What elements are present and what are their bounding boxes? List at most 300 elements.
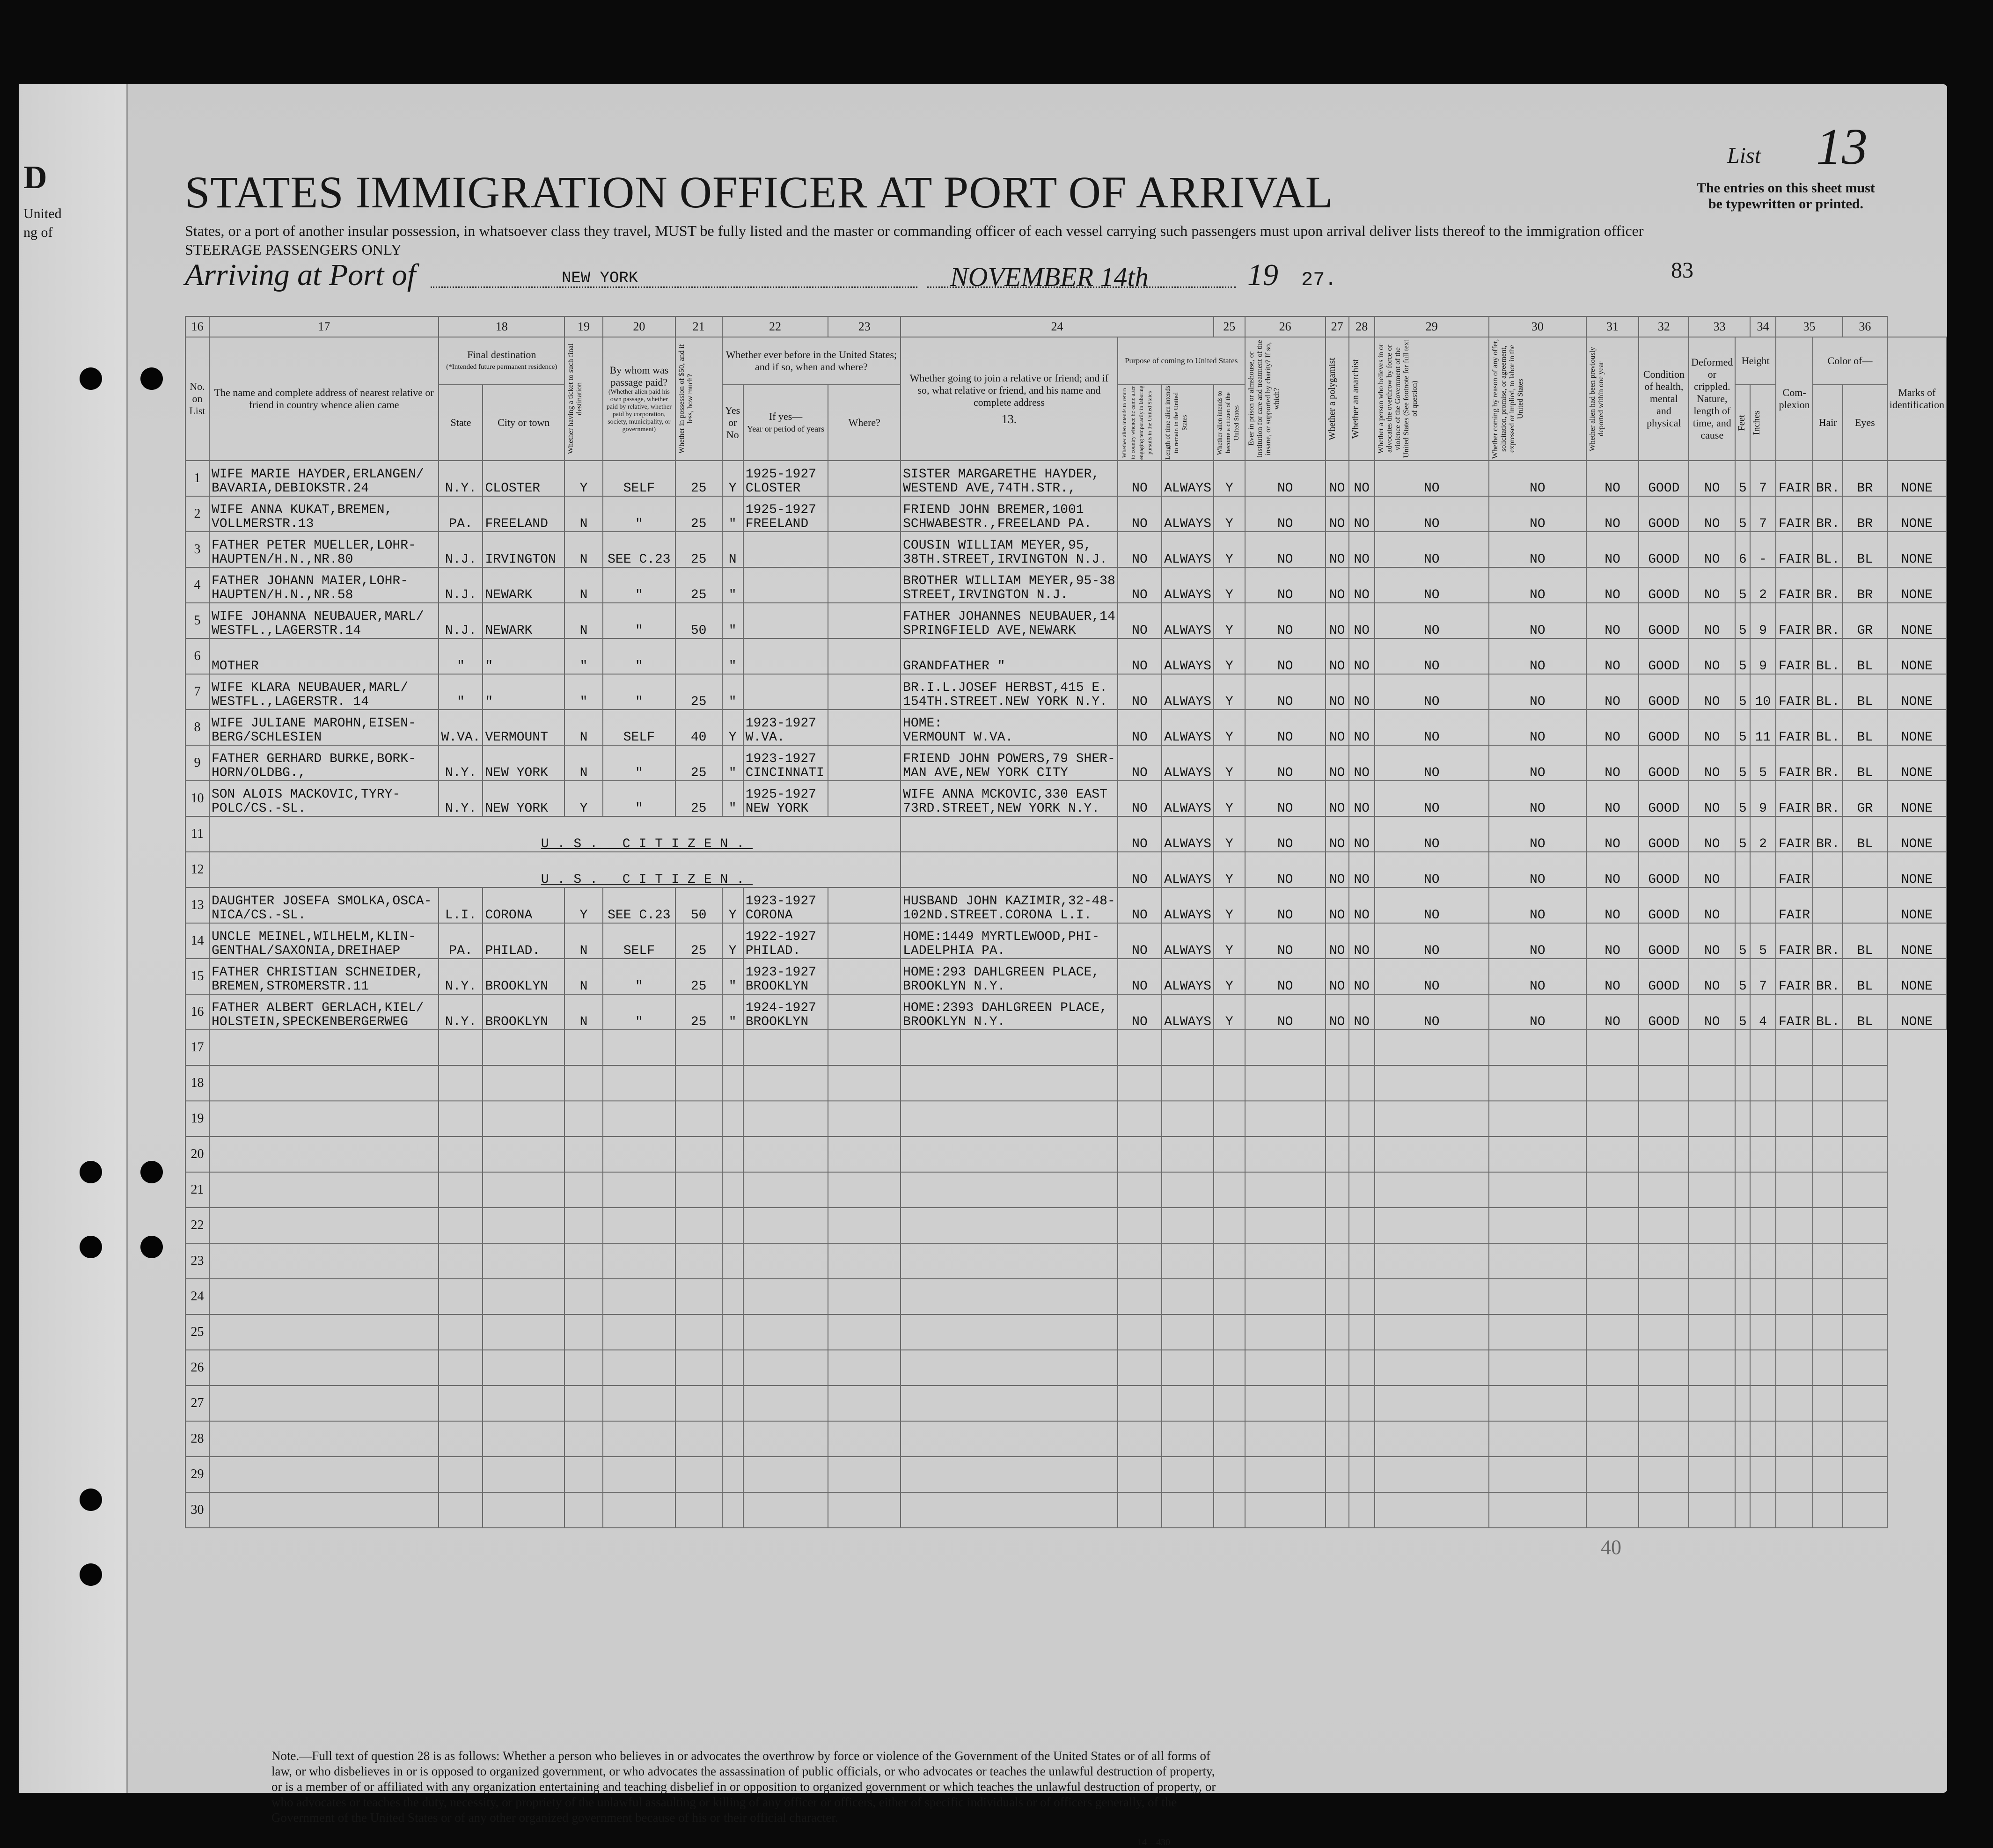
paid-by-cell: " [603, 745, 675, 781]
empty-cell [1245, 1492, 1326, 1528]
complexion-cell: FAIR [1776, 710, 1813, 745]
money-cell: 25 [675, 461, 722, 496]
length-of-stay-cell: ALWAYS [1162, 638, 1214, 674]
empty-cell [1489, 1137, 1586, 1172]
money-cell: 25 [675, 781, 722, 816]
before-cell: " [722, 496, 743, 532]
empty-cell [439, 1457, 483, 1492]
empty-cell [1639, 1350, 1689, 1386]
empty-cell [603, 1101, 675, 1137]
inches-cell [1750, 887, 1776, 923]
joining-cell [901, 710, 1118, 745]
empty-cell [1735, 1137, 1750, 1172]
empty-cell [1245, 1243, 1326, 1279]
prison-cell: NO [1245, 852, 1326, 887]
joining-cell-line-2: MAN AVE,NEW YORK CITY [903, 766, 1068, 780]
marks-cell: NONE [1887, 959, 1947, 994]
feet-cell [1735, 852, 1750, 887]
empty-cell [1843, 1137, 1887, 1172]
inches-cell: 4 [1750, 994, 1776, 1030]
empty-cell [675, 1172, 722, 1208]
prison-cell: NO [1245, 674, 1326, 710]
empty-cell [722, 1492, 743, 1528]
paid-by-cell: SELF [603, 461, 675, 496]
paid-by-cell: SEE C.23 [603, 532, 675, 567]
empty-cell [901, 1386, 1118, 1421]
empty-cell [1214, 1492, 1245, 1528]
empty-cell [439, 1421, 483, 1457]
q30-cell: NO [1586, 638, 1639, 674]
row-number: 5 [185, 603, 209, 638]
empty-cell [1843, 1421, 1887, 1457]
empty-cell [439, 1137, 483, 1172]
money-cell: 40 [675, 710, 722, 745]
empty-cell [722, 1243, 743, 1279]
length-of-stay-cell: ALWAYS [1162, 674, 1214, 710]
length-of-stay-cell: ALWAYS [1162, 710, 1214, 745]
eyes-cell [1843, 887, 1887, 923]
empty-cell [1735, 1314, 1750, 1350]
empty-cell [743, 1350, 828, 1386]
anarchist-header: Whether an anarchist [1349, 337, 1375, 461]
empty-cell [722, 1030, 743, 1065]
empty-cell [1162, 1457, 1214, 1492]
empty-cell [1245, 1065, 1326, 1101]
empty-cell [722, 1314, 743, 1350]
empty-cell [603, 1030, 675, 1065]
feet-cell: 5 [1735, 745, 1750, 781]
empty-cell [1735, 1101, 1750, 1137]
empty-cell [1375, 1101, 1489, 1137]
joining-cell-line-2: 73RD.STREET,NEW YORK N.Y. [903, 801, 1100, 816]
empty-cell [901, 1030, 1118, 1065]
prison-cell: NO [1245, 887, 1326, 923]
q29-cell: NO [1489, 461, 1586, 496]
passenger-row [185, 496, 1947, 532]
q29-cell: NO [1489, 994, 1586, 1030]
q28-cell: NO [1375, 603, 1489, 638]
joining-cell [901, 816, 1118, 852]
joining-cell-line-2: GRANDFATHER " [903, 659, 1005, 674]
years-cell-line-2: NEW YORK [745, 801, 809, 816]
joining-cell [901, 994, 1118, 1030]
empty-cell [209, 1492, 439, 1528]
empty-cell [1813, 1314, 1843, 1350]
intends-citizen-cell: Y [1214, 852, 1245, 887]
empty-cell [828, 1137, 901, 1172]
joining-cell [901, 496, 1118, 532]
empty-cell [1689, 1172, 1735, 1208]
empty-cell [564, 1137, 603, 1172]
q30-cell: NO [1586, 567, 1639, 603]
blank-row [185, 1314, 1947, 1350]
empty-cell [439, 1314, 483, 1350]
passenger-row [185, 994, 1947, 1030]
q28-cell: NO [1375, 532, 1489, 567]
row-number: 30 [185, 1492, 209, 1528]
empty-cell [1489, 1457, 1586, 1492]
passenger-row [185, 745, 1947, 781]
empty-cell [1689, 1243, 1735, 1279]
row-number: 10 [185, 781, 209, 816]
empty-cell [1214, 1350, 1245, 1386]
empty-cell [743, 1172, 828, 1208]
joining-cell [901, 887, 1118, 923]
q30-cell: NO [1586, 745, 1639, 781]
empty-cell [1735, 1172, 1750, 1208]
relative-cell-line-2: VOLLMERSTR.13 [211, 517, 314, 531]
port-name: NEW YORK [562, 270, 638, 287]
empty-cell [1689, 1279, 1735, 1314]
joining-cell-line-2: 38TH.STREET,IRVINGTON N.J. [903, 552, 1107, 567]
empty-cell [1245, 1172, 1326, 1208]
empty-cell [1245, 1350, 1326, 1386]
empty-cell [1750, 1492, 1776, 1528]
ticket-cell: N [564, 745, 603, 781]
joining-cell [901, 638, 1118, 674]
before-cell: " [722, 638, 743, 674]
empty-cell [1245, 1279, 1326, 1314]
empty-cell [1489, 1421, 1586, 1457]
inches-cell: 11 [1750, 710, 1776, 745]
city-cell: PHILAD. [483, 923, 564, 959]
empty-cell [828, 1350, 901, 1386]
joining-cell [901, 745, 1118, 781]
empty-cell [1586, 1350, 1639, 1386]
row-number: 14 [185, 923, 209, 959]
joining-cell-line-1: FATHER JOHANNES NEUBAUER,14 [903, 609, 1115, 624]
empty-cell [1776, 1457, 1813, 1492]
empty-cell [1326, 1279, 1349, 1314]
years-cell-line-1: 1925-1927 [745, 467, 816, 482]
hair-cell: BL. [1813, 710, 1843, 745]
before-cell: " [722, 781, 743, 816]
empty-cell [1349, 1137, 1375, 1172]
intends-citizen-cell: Y [1214, 638, 1245, 674]
empty-cell [1349, 1208, 1375, 1243]
empty-cell [722, 1421, 743, 1457]
empty-cell [675, 1350, 722, 1386]
empty-cell [1750, 1243, 1776, 1279]
years-cell [743, 461, 828, 496]
q28-cell: NO [1375, 461, 1489, 496]
passenger-row [185, 461, 1947, 496]
paid-by-cell: " [603, 674, 675, 710]
length-of-stay-cell: ALWAYS [1162, 887, 1214, 923]
purpose-return-cell: NO [1118, 710, 1162, 745]
q30-cell: NO [1586, 461, 1639, 496]
empty-cell [1843, 1172, 1887, 1208]
before-cell: " [722, 674, 743, 710]
feet-cell: 5 [1735, 496, 1750, 532]
empty-cell [1813, 1208, 1843, 1243]
health-cell: GOOD [1639, 603, 1689, 638]
empty-cell [1689, 1101, 1735, 1137]
years-cell-line-2: PHILAD. [745, 944, 801, 958]
prison-cell: NO [1245, 994, 1326, 1030]
years-cell-line-1: 1923-1927 [745, 716, 816, 731]
passenger-row [185, 816, 1947, 852]
empty-cell [483, 1137, 564, 1172]
ticket-cell: N [564, 603, 603, 638]
empty-cell [1735, 1208, 1750, 1243]
health-cell: GOOD [1639, 959, 1689, 994]
polygamist-cell: NO [1326, 710, 1349, 745]
us-citizen-note [209, 852, 901, 887]
empty-cell [1375, 1137, 1489, 1172]
joining-cell-line-2: VERMOUNT W.VA. [903, 730, 1013, 745]
health-header: Condition of health, mental and physical [1639, 337, 1689, 461]
empty-cell [564, 1243, 603, 1279]
empty-cell [1813, 1350, 1843, 1386]
empty-cell [828, 1314, 901, 1350]
row-number: 9 [185, 745, 209, 781]
empty-cell [1214, 1208, 1245, 1243]
empty-cell [1162, 1243, 1214, 1279]
q28-cell: NO [1375, 959, 1489, 994]
polygamist-cell: NO [1326, 994, 1349, 1030]
relative-cell [209, 994, 439, 1030]
eyes-cell: GR [1843, 603, 1887, 638]
passenger-row [185, 710, 1947, 745]
health-cell: GOOD [1639, 923, 1689, 959]
years-cell-line-1: 1925-1927 [745, 787, 816, 802]
length-of-stay-cell: ALWAYS [1162, 745, 1214, 781]
deformed-cell: NO [1689, 532, 1735, 567]
anarchist-cell: NO [1349, 674, 1375, 710]
eyes-cell: BL [1843, 816, 1887, 852]
polygamist-cell: NO [1326, 461, 1349, 496]
empty-cell [439, 1101, 483, 1137]
deformed-cell: NO [1689, 923, 1735, 959]
empty-cell [1586, 1279, 1639, 1314]
joining-cell-line-1: HOME:2393 DAHLGREEN PLACE, [903, 1001, 1107, 1015]
empty-cell [1375, 1492, 1489, 1528]
marks-cell: NONE [1887, 603, 1947, 638]
blank-row [185, 1457, 1947, 1492]
row-number: 28 [185, 1421, 209, 1457]
relative-cell-line-2: HAUPTEN/H.N.,NR.58 [211, 588, 353, 602]
joining-cell [901, 603, 1118, 638]
intends-citizen-cell: Y [1214, 781, 1245, 816]
empty-cell [901, 1350, 1118, 1386]
complexion-cell: FAIR [1776, 959, 1813, 994]
money-cell: 25 [675, 959, 722, 994]
money-cell: 50 [675, 603, 722, 638]
empty-cell [1118, 1421, 1162, 1457]
empty-cell [1776, 1421, 1813, 1457]
empty-cell [1586, 1208, 1639, 1243]
empty-cell [743, 1065, 828, 1101]
deformed-cell: NO [1689, 496, 1735, 532]
yes-no-header: Yes or No [722, 385, 743, 461]
relative-cell-line-1: SON ALOIS MACKOVIC,TYRY- [211, 787, 401, 802]
arriving-label: Arriving at Port of [185, 258, 416, 292]
health-cell: GOOD [1639, 567, 1689, 603]
empty-cell [1689, 1137, 1735, 1172]
deformed-cell: NO [1689, 674, 1735, 710]
q28-cell: NO [1375, 781, 1489, 816]
relative-cell-line-2: MOTHER [211, 659, 259, 674]
empty-cell [1489, 1101, 1586, 1137]
eyes-cell: GR [1843, 781, 1887, 816]
prison-cell: NO [1245, 816, 1326, 852]
complexion-cell: FAIR [1776, 674, 1813, 710]
city-cell: IRVINGTON [483, 532, 564, 567]
joining-cell-line-1: FRIEND JOHN BREMER,1001 [903, 503, 1084, 517]
empty-cell [483, 1386, 564, 1421]
row-number: 11 [185, 816, 209, 852]
q30-cell: NO [1586, 496, 1639, 532]
complexion-cell: FAIR [1776, 887, 1813, 923]
years-cell-line-1: 1923-1927 [745, 752, 816, 766]
purpose-return-cell: NO [1118, 461, 1162, 496]
empty-cell [564, 1386, 603, 1421]
intends-citizen-cell: Y [1214, 994, 1245, 1030]
ticket-header: Whether having a ticket to such final destination [564, 337, 603, 461]
empty-cell [828, 1208, 901, 1243]
empty-cell [439, 1030, 483, 1065]
deformed-cell: NO [1689, 567, 1735, 603]
empty-cell [209, 1208, 439, 1243]
before-in-us-header: Whether ever before in the United States; and if so, when and where? [722, 337, 901, 385]
empty-cell [1750, 1065, 1776, 1101]
deformed-cell: NO [1689, 887, 1735, 923]
before-cell: N [722, 532, 743, 567]
passenger-row [185, 959, 1947, 994]
punch-hole-icon [80, 367, 102, 390]
empty-cell [743, 1137, 828, 1172]
marks-cell: NONE [1887, 781, 1947, 816]
punch-hole-icon [80, 1489, 102, 1511]
empty-cell [1813, 1101, 1843, 1137]
empty-cell [1375, 1243, 1489, 1279]
empty-cell [1735, 1065, 1750, 1101]
q29-cell: NO [1489, 781, 1586, 816]
empty-cell [209, 1101, 439, 1137]
empty-cell [1162, 1492, 1214, 1528]
years-cell [743, 959, 828, 994]
header-row-top [185, 337, 1947, 385]
manifest-table-wrap [185, 316, 1947, 1528]
relative-cell-line-1: FATHER PETER MUELLER,LOHR- [211, 538, 416, 553]
prison-cell: NO [1245, 532, 1326, 567]
empty-cell [1750, 1101, 1776, 1137]
blank-row [185, 1208, 1947, 1243]
empty-cell [1639, 1279, 1689, 1314]
eyes-cell: BL [1843, 674, 1887, 710]
relative-cell-line-2: HORN/OLDBG., [211, 766, 306, 780]
empty-cell [675, 1314, 722, 1350]
empty-cell [1245, 1101, 1326, 1137]
empty-cell [1489, 1386, 1586, 1421]
empty-cell [1776, 1101, 1813, 1137]
blank-row [185, 1350, 1947, 1386]
empty-cell [722, 1386, 743, 1421]
polygamist-header: Whether a polygamist [1326, 337, 1349, 461]
inches-cell [1750, 852, 1776, 887]
row-number: 7 [185, 674, 209, 710]
relative-cell [209, 674, 439, 710]
relative-cell-line-2: BREMEN,STROMERSTR.11 [211, 979, 369, 994]
anarchist-cell: NO [1349, 852, 1375, 887]
complexion-cell: FAIR [1776, 923, 1813, 959]
footnote: Note.—Full text of question 28 is as follows: Whether a person who believes in or advocates the overthrow by force or violence of the Government of the United States or of all forms of law, or who disbelieves in or is opposed to organized government, or who advocates the assassination of public officials, or who advocates or teaches the unlawful destruction of property, or is a member of or affiliated with any organization entertaining and teaching disbelief in or opposition to organized government or which teaches the unlawful destruction of property, or who advocates or teaches the duty, necessity, or propriety of the unlawful assaulting or killing of any officer or officers, either of specific individuals or of officers generally, of the Government of the United States or of any other organized government because of his or their official character. [271, 1749, 1216, 1825]
empty-cell [483, 1030, 564, 1065]
manifest-body [185, 461, 1947, 1528]
empty-cell [1326, 1386, 1349, 1421]
relative-cell [209, 496, 439, 532]
purpose-return-cell: NO [1118, 745, 1162, 781]
empty-cell [1326, 1101, 1349, 1137]
purpose-return-cell: NO [1118, 674, 1162, 710]
complexion-cell: FAIR [1776, 781, 1813, 816]
relative-cell [209, 461, 439, 496]
length-of-stay-cell: ALWAYS [1162, 852, 1214, 887]
inches-cell: 2 [1750, 816, 1776, 852]
empty-cell [1639, 1314, 1689, 1350]
city-header: City or town [483, 385, 564, 461]
row-number: 19 [185, 1101, 209, 1137]
length-of-stay-cell: ALWAYS [1162, 461, 1214, 496]
length-of-stay-cell: ALWAYS [1162, 781, 1214, 816]
q29-cell: NO [1489, 923, 1586, 959]
hair-cell: BR. [1813, 461, 1843, 496]
deformed-cell: NO [1689, 994, 1735, 1030]
q29-cell: NO [1489, 638, 1586, 674]
where-cell [828, 710, 901, 745]
complexion-cell: FAIR [1776, 745, 1813, 781]
empty-cell [901, 1314, 1118, 1350]
years-cell-line-2: BROOKLYN [745, 979, 809, 994]
hair-cell: BR. [1813, 816, 1843, 852]
health-cell: GOOD [1639, 781, 1689, 816]
empty-cell [1326, 1137, 1349, 1172]
money-cell: 25 [675, 532, 722, 567]
inches-cell: 5 [1750, 923, 1776, 959]
empty-cell [1843, 1243, 1887, 1279]
joining-cell-line-1: HOME: [903, 716, 943, 731]
empty-cell [564, 1492, 603, 1528]
empty-cell [1813, 1030, 1843, 1065]
length-of-stay-cell: ALWAYS [1162, 603, 1214, 638]
eyes-cell: BL [1843, 994, 1887, 1030]
ticket-cell: N [564, 994, 603, 1030]
empty-cell [603, 1137, 675, 1172]
purpose-a-header: Whether alien intends to return to country whence he came after engaging temporarily in laboring pursuits in the United States [1118, 385, 1162, 461]
purpose-return-cell: NO [1118, 781, 1162, 816]
city-cell: NEWARK [483, 567, 564, 603]
empty-cell [1586, 1065, 1639, 1101]
q30-cell: NO [1586, 816, 1639, 852]
year-prefix: 19 [1247, 258, 1278, 292]
empty-cell [1586, 1172, 1639, 1208]
where-cell [828, 994, 901, 1030]
purpose-return-cell: NO [1118, 603, 1162, 638]
empty-cell [564, 1030, 603, 1065]
empty-cell [1162, 1137, 1214, 1172]
polygamist-cell: NO [1326, 567, 1349, 603]
empty-cell [1118, 1065, 1162, 1101]
empty-cell [1843, 1350, 1887, 1386]
paid-by-cell: SELF [603, 923, 675, 959]
purpose-header: Purpose of coming to United States [1118, 337, 1245, 385]
empty-cell [1735, 1492, 1750, 1528]
joining-cell-line-2: 102ND.STREET.CORONA L.I. [903, 908, 1092, 923]
relative-cell-line-1: UNCLE MEINEL,WILHELM,KLIN- [211, 930, 416, 944]
joining-cell-line-2: SCHWABESTR.,FREELAND PA. [903, 517, 1092, 531]
empty-cell [564, 1101, 603, 1137]
